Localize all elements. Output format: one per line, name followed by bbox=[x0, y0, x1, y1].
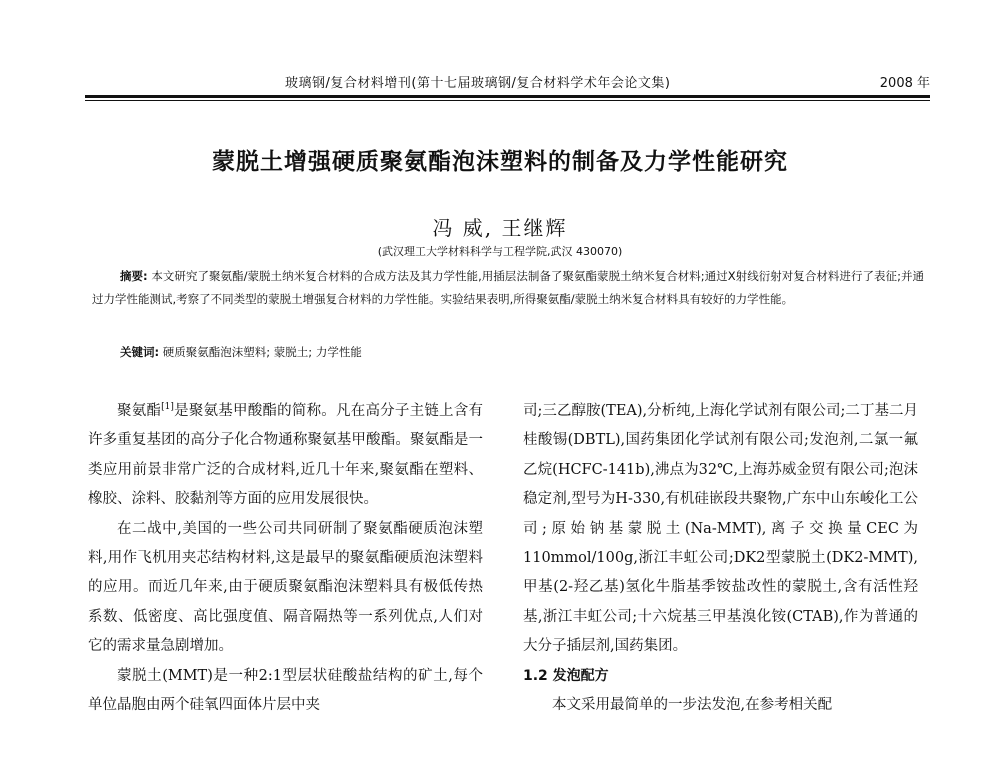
abstract-text: 本文研究了聚氨酯/蒙脱土纳米复合材料的合成方法及其力学性能,用插层法制备了聚氨酯蒙脱土纳米复合材料;通过X射线衍射对复合材料进行了表征;并通过力学性能测试,考察了不同类型的蒙脱土增强复合材料的力学性能。实验结果表明,所得聚氨酯/蒙脱土纳米复合材料具有较好的力学性能。 bbox=[92, 269, 925, 306]
paragraph: 在二战中,美国的一些公司共同研制了聚氨酯硬质泡沫塑料,用作飞机用夹芯结构材料,这是最早的聚氨酯硬质泡沫塑料的应用。而近几年来,由于硬质聚氨酯泡沫塑料具有极低传热系数、低密度、高比强度值、隔音隔热等一系列优点,人们对它的需求量急剧增加。 bbox=[88, 520, 483, 655]
left-column bbox=[88, 397, 483, 720]
section-heading: 1.2 发泡配方 bbox=[523, 667, 609, 684]
paragraph-rest: 是聚氨基甲酸酯的简称。凡在高分子主链上含有许多重复基团的高分子化合物通称聚氨基甲酸酯。聚氨酯是一类应用前景非常广泛的合成材料,近几十年来,聚氨酯在塑料、橡胶、涂料、胶黏剂等方面的应用发展很快。 bbox=[88, 403, 483, 508]
keywords bbox=[120, 344, 920, 360]
publication-year: 2008 年 bbox=[879, 76, 930, 91]
paragraph: 蒙脱土(MMT)是一种2:1型层状硅酸盐结构的矿土,每个单位晶胞由两个硅氧四面体片层中夹 bbox=[88, 667, 483, 714]
paragraph: 本文采用最简单的一步法发泡,在参考相关配 bbox=[552, 697, 833, 714]
journal-name: 玻璃钢/复合材料增刊(第十七届玻璃钢/复合材料学术年会论文集) bbox=[285, 76, 671, 91]
abstract-label: 摘要: bbox=[120, 269, 148, 283]
header-rule-thin bbox=[85, 100, 930, 101]
paper-authors: 冯 威, 王继辉 bbox=[432, 216, 568, 240]
right-column bbox=[523, 397, 918, 720]
paragraph-start: 聚氨酯 bbox=[117, 403, 162, 419]
paragraph: 司;三乙醇胺(TEA),分析纯,上海化学试剂有限公司;二丁基二月桂酸锡(DBTL),国药集团化学试剂有限公司;发泡剂,二氯一氟乙烷(HCFC-141b),沸点为32℃,上海苏威金贸有限公司;泡沫稳定剂,型号为H-330,有机硅嵌段共聚物,广东中山东峻化工公司;原始钠基蒙脱土(Na-MMT),离子交换量CEC为110mmol/100g,浙江丰虹公司;DK2型蒙脱土(DK2-MMT),甲基(2-羟乙基)氢化牛脂基季铵盐改性的蒙脱土,含有活性羟基,浙江丰虹公司;十六烷基三甲基溴化铵(CTAB),作为普通的大分子插层剂,国药集团。 bbox=[523, 403, 918, 655]
paragraph bbox=[88, 397, 483, 515]
running-header bbox=[85, 66, 930, 94]
header-rule-thick bbox=[85, 95, 930, 98]
reference-marker: [1] bbox=[161, 402, 174, 413]
paper-title: 蒙脱土增强硬质聚氨酯泡沫塑料的制备及力学性能研究 bbox=[212, 149, 788, 175]
abstract bbox=[92, 265, 924, 311]
keywords-text: 硬质聚氨酯泡沫塑料; 蒙脱土; 力学性能 bbox=[162, 345, 362, 359]
author-affiliation: (武汉理工大学材料科学与工程学院,武汉 430070) bbox=[377, 245, 623, 258]
keywords-label: 关键词: bbox=[120, 345, 160, 359]
